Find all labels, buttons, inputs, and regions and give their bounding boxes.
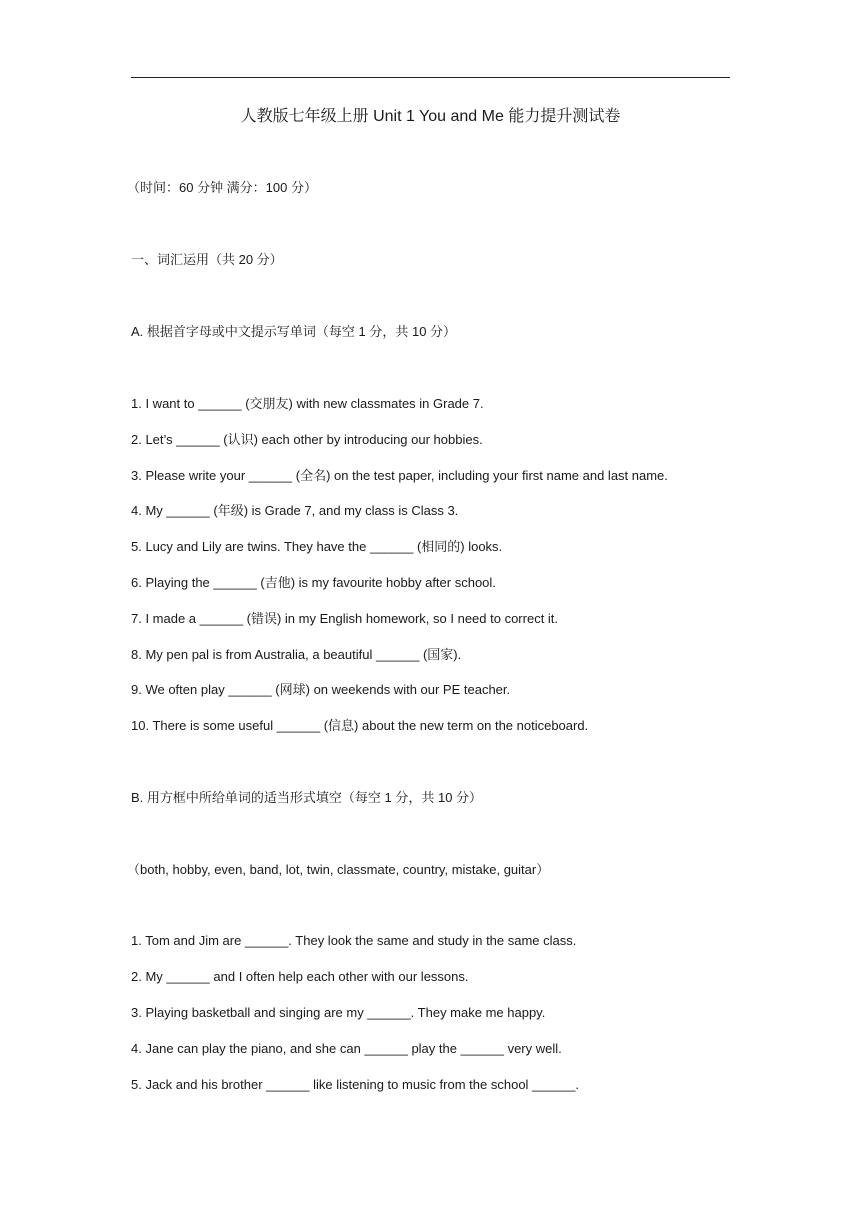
question-item: 6. Playing the ______ (吉他) is my favourite hobby after school. xyxy=(131,575,496,590)
question-item: 2. Let’s ______ (认识) each other by introducing our hobbies. xyxy=(131,432,483,447)
exam-info: （时间：60 分钟 满分：100 分） xyxy=(127,180,317,195)
question-item: 9. We often play ______ (网球) on weekends with our PE teacher. xyxy=(131,682,511,697)
question-item: 3. Please write your ______ (全名) on the test paper, including your first name and last name. xyxy=(131,468,668,483)
header-rule xyxy=(131,77,730,78)
word-box: （both, hobby, even, band, lot, twin, classmate, country, mistake, guitar） xyxy=(127,862,550,877)
question-item: 1. Tom and Jim are ______. They look the same and study in the same class. xyxy=(131,933,577,948)
question-item: 5. Lucy and Lily are twins. They have the ______ (相同的) looks. xyxy=(131,539,503,554)
part-a-instruction: A. 根据首字母或中文提示写单词（每空 1 分，共 10 分） xyxy=(131,324,457,339)
document-title: 人教版七年级上册 Unit 1 You and Me 能力提升测试卷 xyxy=(240,108,621,125)
question-item: 5. Jack and his brother ______ like listening to music from the school ______. xyxy=(131,1077,580,1092)
question-item: 3. Playing basketball and singing are my ______. They make me happy. xyxy=(131,1005,546,1020)
question-item: 4. Jane can play the piano, and she can ______ play the ______ very well. xyxy=(131,1041,562,1056)
question-item: 8. My pen pal is from Australia, a beautiful ______ (国家). xyxy=(131,647,462,662)
question-item: 1. I want to ______ (交朋友) with new classmates in Grade 7. xyxy=(131,396,484,411)
question-item: 7. I made a ______ (错误) in my English homework, so I need to correct it. xyxy=(131,611,559,626)
question-item: 4. My ______ (年级) is Grade 7, and my class is Class 3. xyxy=(131,503,459,518)
section-title: 一、词汇运用（共 20 分） xyxy=(131,252,283,267)
question-item: 2. My ______ and I often help each other with our lessons. xyxy=(131,969,469,984)
part-b-instruction: B. 用方框中所给单词的适当形式填空（每空 1 分，共 10 分） xyxy=(131,790,483,805)
question-item: 10. There is some useful ______ (信息) about the new term on the noticeboard. xyxy=(131,718,589,733)
